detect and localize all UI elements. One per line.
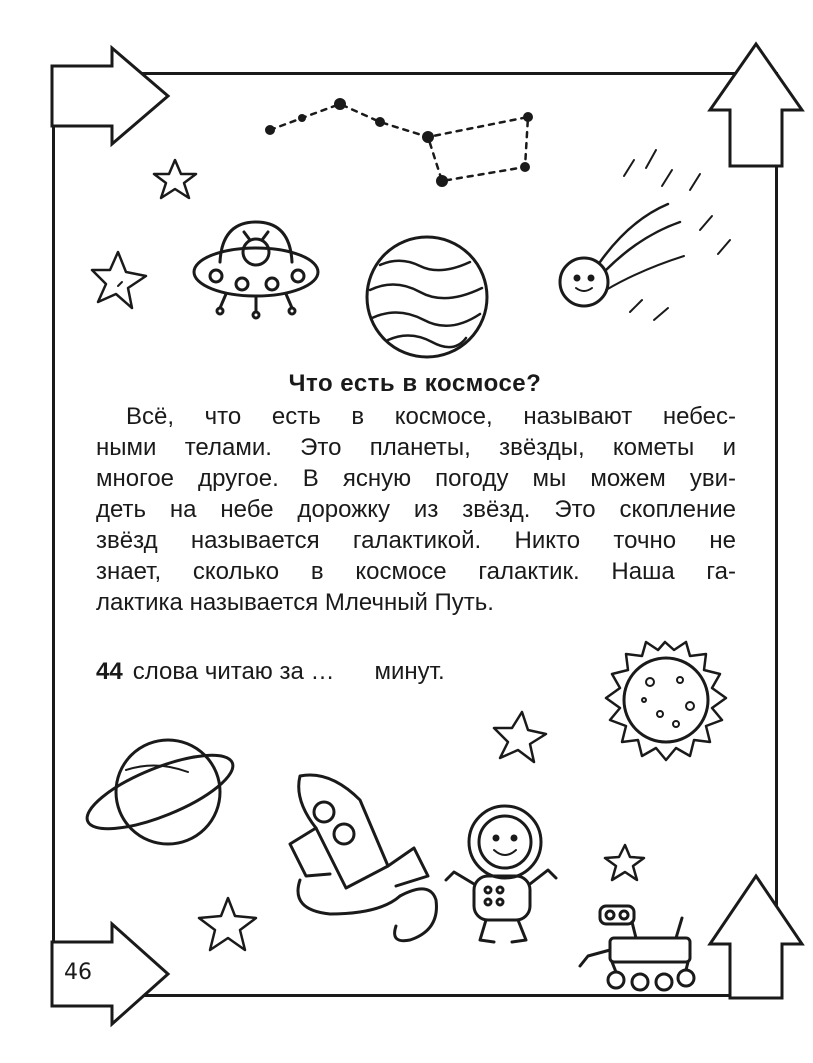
word-count: 44	[96, 658, 123, 685]
paragraph-line: многое другое. В ясную погоду мы можем уви-	[96, 465, 736, 492]
constellation	[265, 98, 533, 187]
star-icon	[605, 845, 644, 880]
star-icon	[154, 160, 196, 198]
star-icon	[92, 252, 146, 308]
star-icon	[494, 712, 546, 762]
paragraph-line: знает, сколько в космосе галактик. Наша га-	[96, 558, 736, 585]
saturn-icon	[79, 740, 242, 844]
planet-icon	[367, 237, 487, 357]
paragraph-line: лактика называется Млечный Путь.	[96, 589, 494, 616]
reading-speed-line	[96, 658, 445, 686]
paragraph-line: ными телами. Это планеты, звёзды, кометы и	[96, 434, 736, 461]
comet-icon	[560, 150, 730, 320]
paragraph-line: звёзд называется галактикой. Никто точно не	[96, 527, 736, 554]
ufo-icon	[194, 222, 318, 318]
reading-prompt-start: слова читаю за …	[132, 658, 335, 685]
page-title: Что есть в космосе?	[288, 370, 542, 397]
astronaut-icon	[446, 806, 556, 942]
star-icon	[199, 898, 256, 950]
sun-icon	[606, 642, 726, 760]
paragraph-line: деть на небе дорожку из звёзд. Это скопление	[96, 496, 736, 523]
page-number: 46	[64, 960, 92, 985]
paragraph-line: Всё, что есть в космосе, называют небес-	[126, 403, 736, 430]
rocket-icon	[290, 775, 436, 941]
rover-icon	[580, 906, 694, 990]
reading-prompt-end: минут.	[374, 658, 445, 685]
reading-paragraph	[96, 401, 736, 618]
